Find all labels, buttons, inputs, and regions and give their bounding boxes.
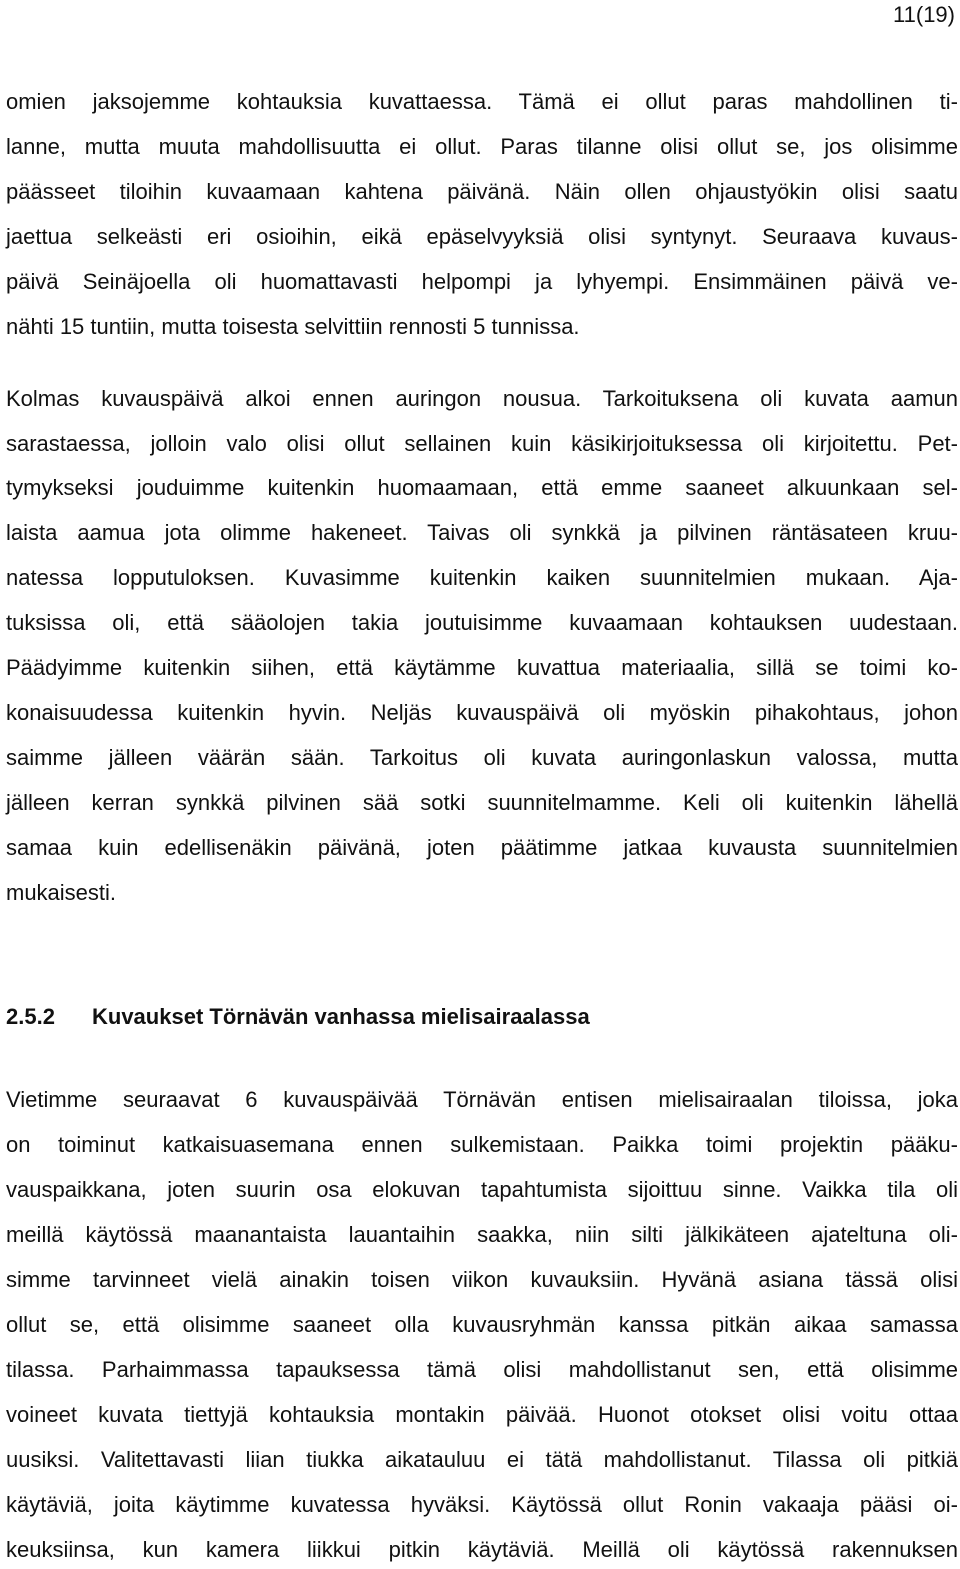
text-line: vauspaikkana, joten suurin osa elokuvan tapahtumista sijoittuu sinne. Vaikka tila oli bbox=[6, 1177, 958, 1202]
text-line: päässeet tiloihin kuvaamaan kahtena päivänä. Näin ollen ohjaustyökin olisi saatu bbox=[6, 179, 958, 204]
text-line: Päädyimme kuitenkin siihen, että käytämme kuvattua materiaalia, sillä se toimi ko- bbox=[6, 655, 958, 680]
text-line: ollut se, että olisimme saaneet olla kuvausryhmän kanssa pitkän aikaa samassa bbox=[6, 1312, 958, 1337]
text-line: päivä Seinäjoella oli huomattavasti helpompi ja lyhyempi. Ensimmäinen päivä ve- bbox=[6, 269, 958, 294]
text-line: uusiksi. Valitettavasti liian tiukka aikatauluu ei tätä mahdollistanut. Tilassa oli pitkiä bbox=[6, 1447, 958, 1472]
text-line: konaisuudessa kuitenkin hyvin. Neljäs kuvauspäivä oli myöskin pihakohtaus, johon bbox=[6, 700, 958, 725]
text-line: Vietimme seuraavat 6 kuvauspäivää Törnävän entisen mielisairaalan tiloissa, joka bbox=[6, 1087, 958, 1112]
text-line: voineet kuvata tiettyjä kohtauksia montakin päivää. Huonot otokset olisi voitu ottaa bbox=[6, 1402, 958, 1427]
text-line: nähti 15 tuntiin, mutta toisesta selvittiin rennosti 5 tunnissa. bbox=[6, 314, 580, 339]
section-number: 2.5.2 bbox=[6, 1004, 55, 1029]
text-line: Kolmas kuvauspäivä alkoi ennen auringon nousua. Tarkoituksena oli kuvata aamun bbox=[6, 386, 958, 411]
text-line: natessa lopputuloksen. Kuvasimme kuitenkin kaiken suunnitelmien mukaan. Aja- bbox=[6, 565, 958, 590]
text-line: tymykseksi jouduimme kuitenkin huomaamaan, että emme saaneet alkuunkaan sel- bbox=[6, 475, 958, 500]
text-line: käytäviä, joita käytimme kuvatessa hyväksi. Käytössä ollut Ronin vakaaja pääsi oi- bbox=[6, 1492, 958, 1517]
section-title: Kuvaukset Törnävän vanhassa mielisairaalassa bbox=[92, 1004, 590, 1029]
text-line: sarastaessa, jolloin valo olisi ollut sellainen kuin käsikirjoituksessa oli kirjoitettu. Pet- bbox=[6, 431, 958, 456]
text-line: tuksissa oli, että sääolojen takia joutuisimme kuvaamaan kohtauksen uudestaan. bbox=[6, 610, 958, 635]
section-heading bbox=[6, 1003, 590, 1031]
text-line: on toiminut katkaisuasemana ennen sulkemistaan. Paikka toimi projektin pääku- bbox=[6, 1132, 958, 1157]
text-line: tilassa. Parhaimmassa tapauksessa tämä olisi mahdollistanut sen, että olisimme bbox=[6, 1357, 958, 1382]
text-line: lanne, mutta muuta mahdollisuutta ei ollut. Paras tilanne olisi ollut se, jos olisimme bbox=[6, 134, 958, 159]
text-line: laista aamua jota olimme hakeneet. Taivas oli synkkä ja pilvinen räntäsateen kruu- bbox=[6, 520, 958, 545]
text-line: omien jaksojemme kohtauksia kuvattaessa. Tämä ei ollut paras mahdollinen ti- bbox=[6, 89, 958, 114]
text-line: jälleen kerran synkkä pilvinen sää sotki suunnitelmamme. Keli oli kuitenkin lähellä bbox=[6, 790, 958, 815]
text-line: meillä käytössä maanantaista lauantaihin saakka, niin silti jälkikäteen ajateltuna oli- bbox=[6, 1222, 958, 1247]
text-line: keuksiinsa, kun kamera liikkui pitkin käytäviä. Meillä oli käytössä rakennuksen bbox=[6, 1537, 958, 1562]
text-line: simme tarvinneet vielä ainakin toisen viikon kuvauksiin. Hyvänä asiana tässä olisi bbox=[6, 1267, 958, 1292]
text-line: mukaisesti. bbox=[6, 880, 117, 905]
text-line: samaa kuin edellisenäkin päivänä, joten päätimme jatkaa kuvausta suunnitelmien bbox=[6, 835, 958, 860]
page-number: 11(19) bbox=[893, 2, 955, 27]
text-line: saimme jälleen väärän sään. Tarkoitus oli kuvata auringonlaskun valossa, mutta bbox=[6, 745, 958, 770]
text-line: jaettua selkeästi eri osioihin, eikä epäselvyyksiä olisi syntynyt. Seuraava kuvaus- bbox=[6, 224, 958, 249]
